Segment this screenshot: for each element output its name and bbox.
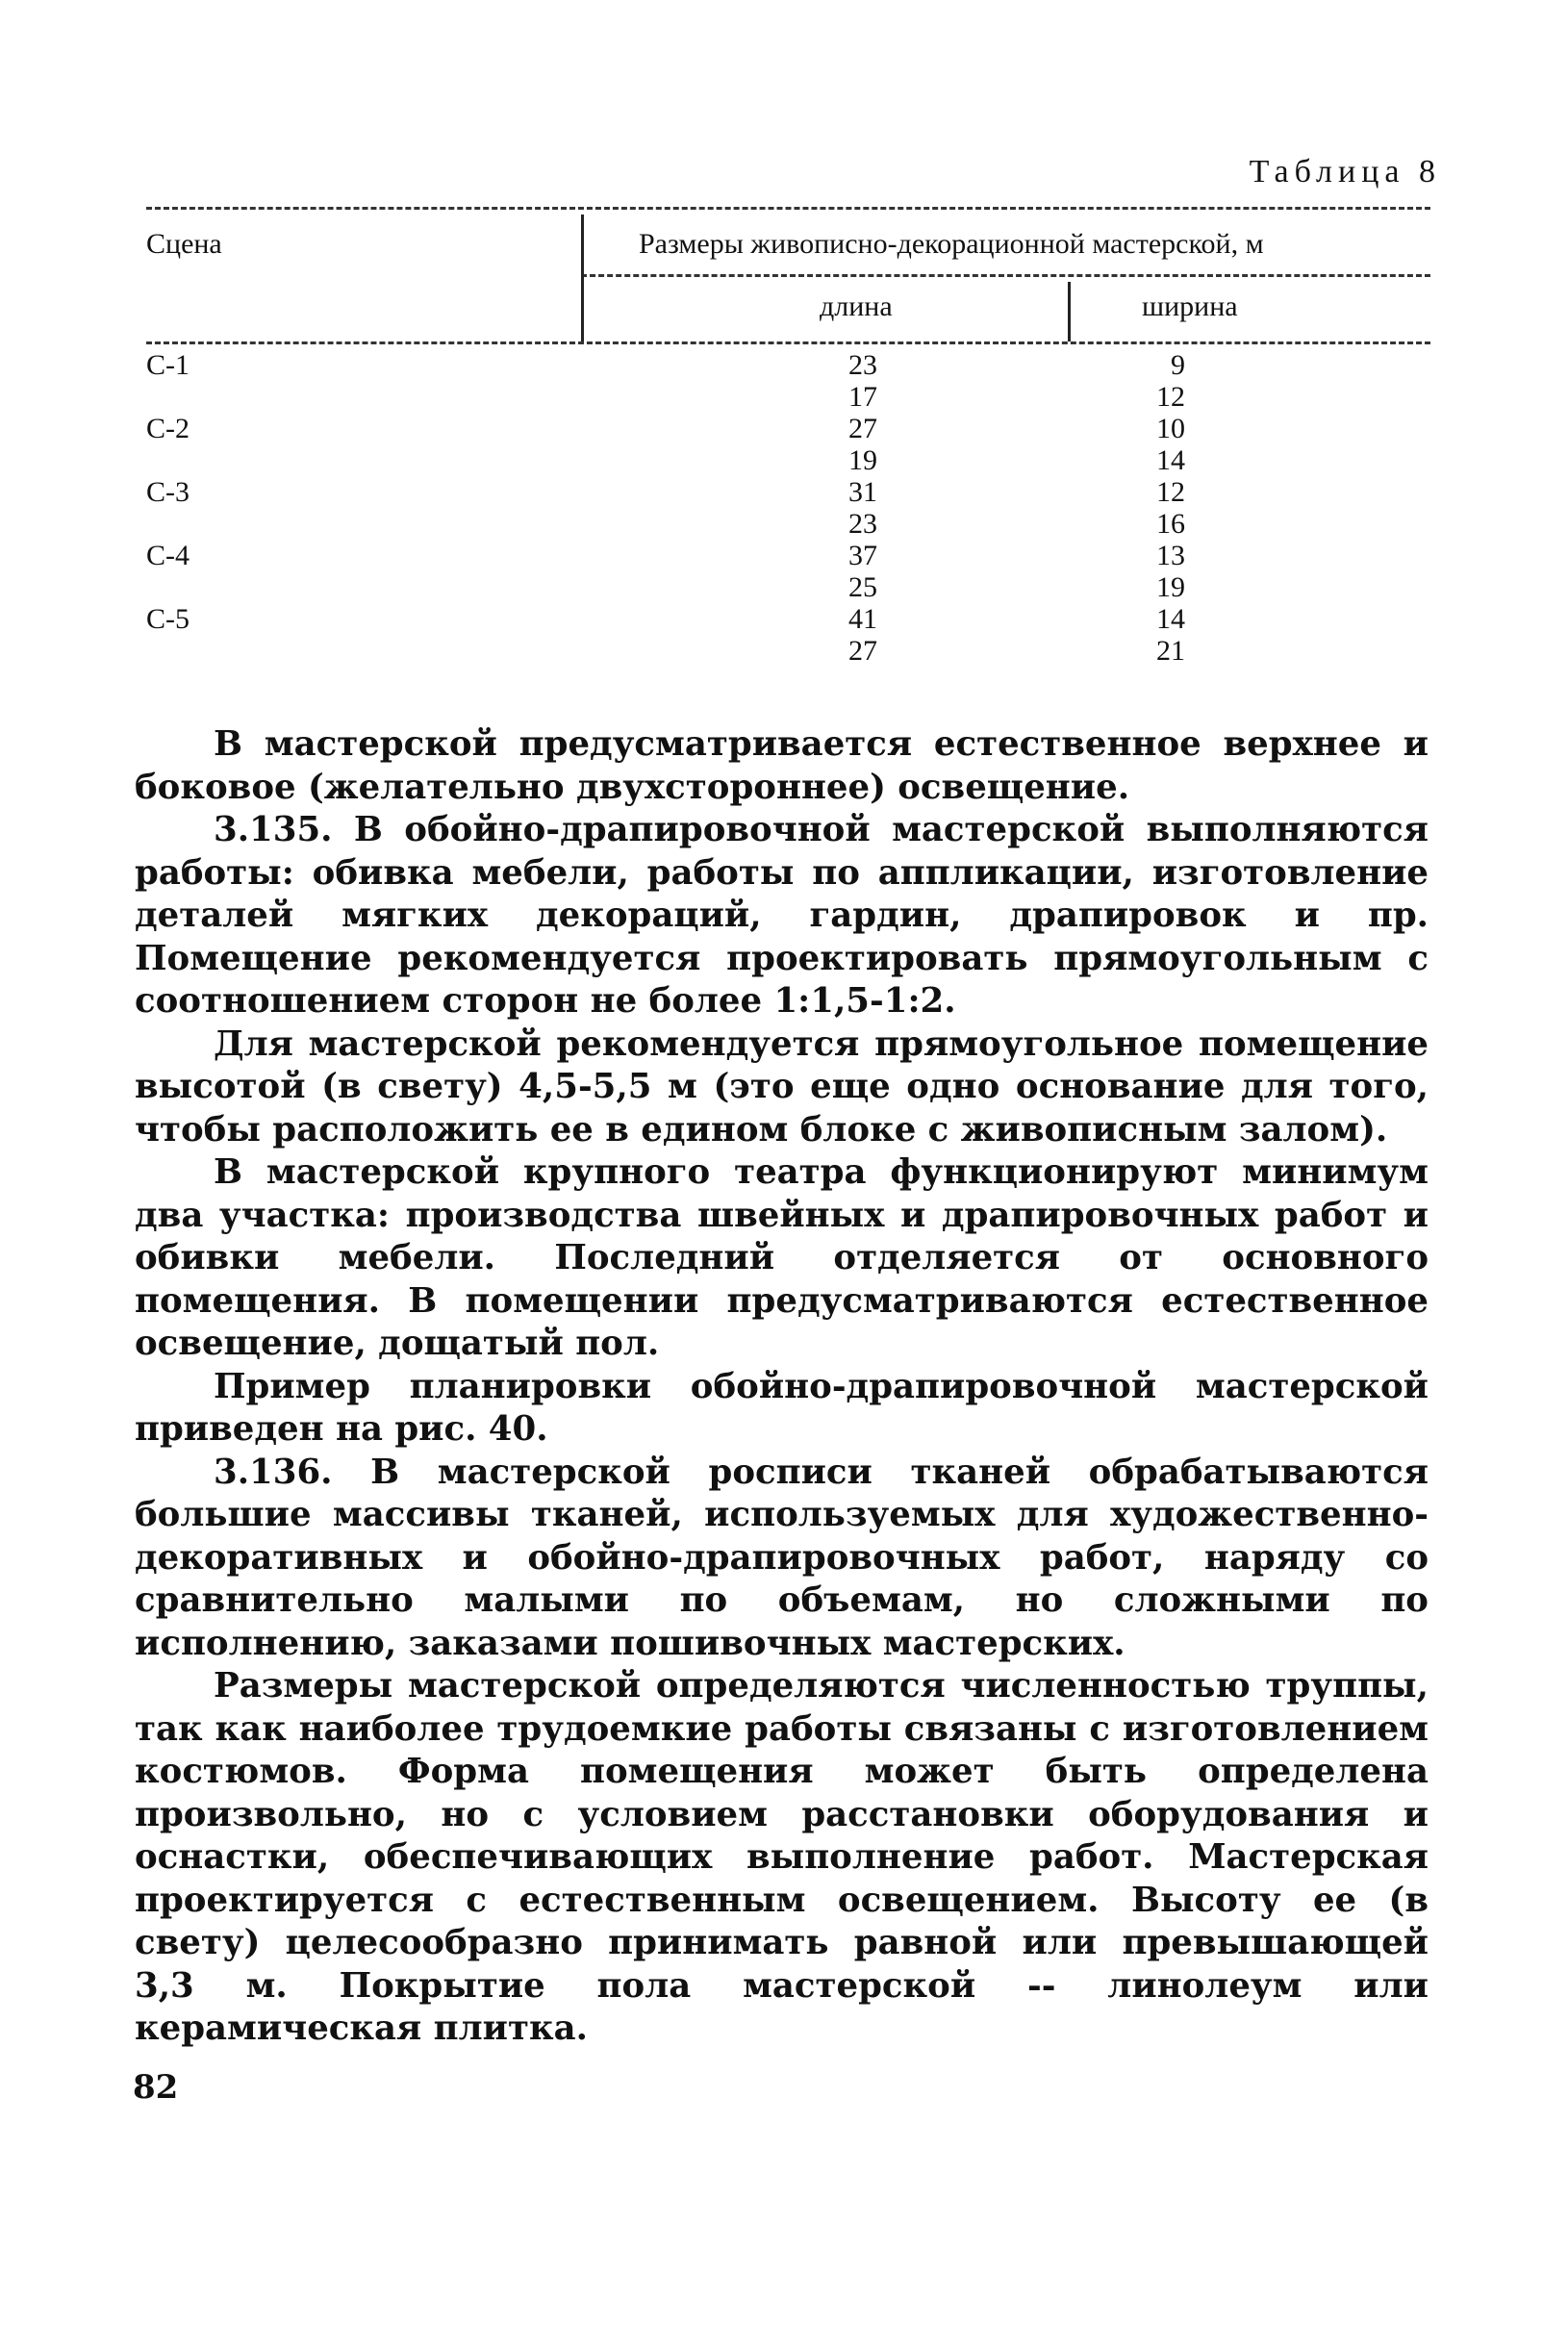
- length-value: 37: [848, 540, 877, 571]
- paragraph: Для мастерской рекомендуется прямоугольное помещение высотой (в свету) 4,5-5,5 м (это еще одно основание для того, чтобы расположить ее в едином блоке с живописным залом).: [135, 1024, 1429, 1150]
- table-row: [146, 413, 1430, 476]
- length-value: 19: [848, 444, 877, 476]
- width-value: 16: [1156, 508, 1185, 540]
- cell-length: [762, 603, 877, 667]
- table-row: [146, 476, 1430, 540]
- length-value: 27: [848, 635, 877, 667]
- cell-scene: С-2: [146, 413, 190, 444]
- table-caption: Таблица 8: [1249, 154, 1441, 190]
- header-divider-length-width: [1068, 282, 1071, 341]
- length-value: 31: [848, 476, 877, 508]
- length-value: 17: [848, 381, 877, 413]
- cell-scene: С-3: [146, 476, 190, 508]
- cell-width: [1108, 540, 1185, 603]
- header-width: ширина: [1142, 291, 1238, 322]
- header-scene: Сцена: [146, 228, 222, 260]
- width-value: 10: [1156, 413, 1185, 444]
- header-bottom-rule: [146, 341, 1430, 344]
- cell-length: [762, 349, 877, 413]
- header-divider-scene: [581, 215, 584, 341]
- paragraph: В мастерской предусматривается естественное верхнее и боковое (желательно двухстороннее) освещение.: [135, 724, 1429, 807]
- length-value: 41: [848, 603, 877, 635]
- table-body: [146, 349, 1430, 667]
- cell-length: [762, 413, 877, 476]
- header-length: длина: [820, 291, 893, 322]
- width-value: 12: [1156, 381, 1185, 413]
- width-value: 21: [1156, 635, 1185, 667]
- header-middle-rule: [581, 274, 1430, 277]
- width-value: 19: [1156, 571, 1185, 603]
- cell-width: [1108, 413, 1185, 476]
- paragraph: 3.136. В мастерской росписи тканей обрабатываются большие массивы тканей, используемых для художественно-декоративных и обойно-драпировочных работ, наряду со сравнительно малыми по объемам, но сложными по исполнению, заказами пошивочных мастерских.: [135, 1452, 1429, 1663]
- length-value: 23: [848, 349, 877, 381]
- table-row: [146, 603, 1430, 667]
- cell-width: [1108, 476, 1185, 540]
- cell-width: [1108, 349, 1185, 413]
- page-number: 82: [133, 2068, 179, 2107]
- width-value: 12: [1156, 476, 1185, 508]
- width-value: 13: [1156, 540, 1185, 571]
- cell-width: [1108, 603, 1185, 667]
- cell-scene: С-4: [146, 540, 190, 571]
- width-value: 14: [1156, 444, 1185, 476]
- cell-length: [762, 476, 877, 540]
- paragraph: Размеры мастерской определяются численностью труппы, так как наиболее трудоемкие работы связаны с изготовлением костюмов. Форма помещения может быть определена произвольно, но с условием расстановки оборудования и оснастки, обеспечивающих выполнение работ. Мастерская проектируется с естественным освещением. Высоту ее (в свету) целесообразно принимать равной или превышающей 3,3 м. Покрытие пола мастерской -- линолеум или керамическая плитка.: [135, 1666, 1429, 2048]
- cell-scene: С-1: [146, 349, 190, 381]
- paragraph: 3.135. В обойно-драпировочной мастерской выполняются работы: обивка мебели, работы по аппликации, изготовление деталей мягких декораций, гардин, драпировок и пр. Помещение рекомендуется проектировать прямоугольным с соотношением сторон не более 1:1,5-1:2.: [135, 810, 1429, 1021]
- body-text: [135, 723, 1429, 2051]
- width-value: 9: [1171, 349, 1185, 381]
- cell-length: [762, 540, 877, 603]
- table-row: [146, 349, 1430, 413]
- length-value: 25: [848, 571, 877, 603]
- table-top-rule: [146, 207, 1430, 210]
- table-row: [146, 540, 1430, 603]
- length-value: 23: [848, 508, 877, 540]
- cell-scene: С-5: [146, 603, 190, 635]
- paragraph: Пример планировки обойно-драпировочной мастерской приведен на рис. 40.: [135, 1366, 1429, 1449]
- length-value: 27: [848, 413, 877, 444]
- header-workshop-size: Размеры живописно-декорационной мастерской, м: [639, 228, 1264, 260]
- paragraph: В мастерской крупного театра функционируют минимум два участка: производства швейных и драпировочных работ и обивки мебели. Последний отделяется от основного помещения. В помещении предусматриваются естественное освещение, дощатый пол.: [135, 1152, 1429, 1363]
- width-value: 14: [1156, 603, 1185, 635]
